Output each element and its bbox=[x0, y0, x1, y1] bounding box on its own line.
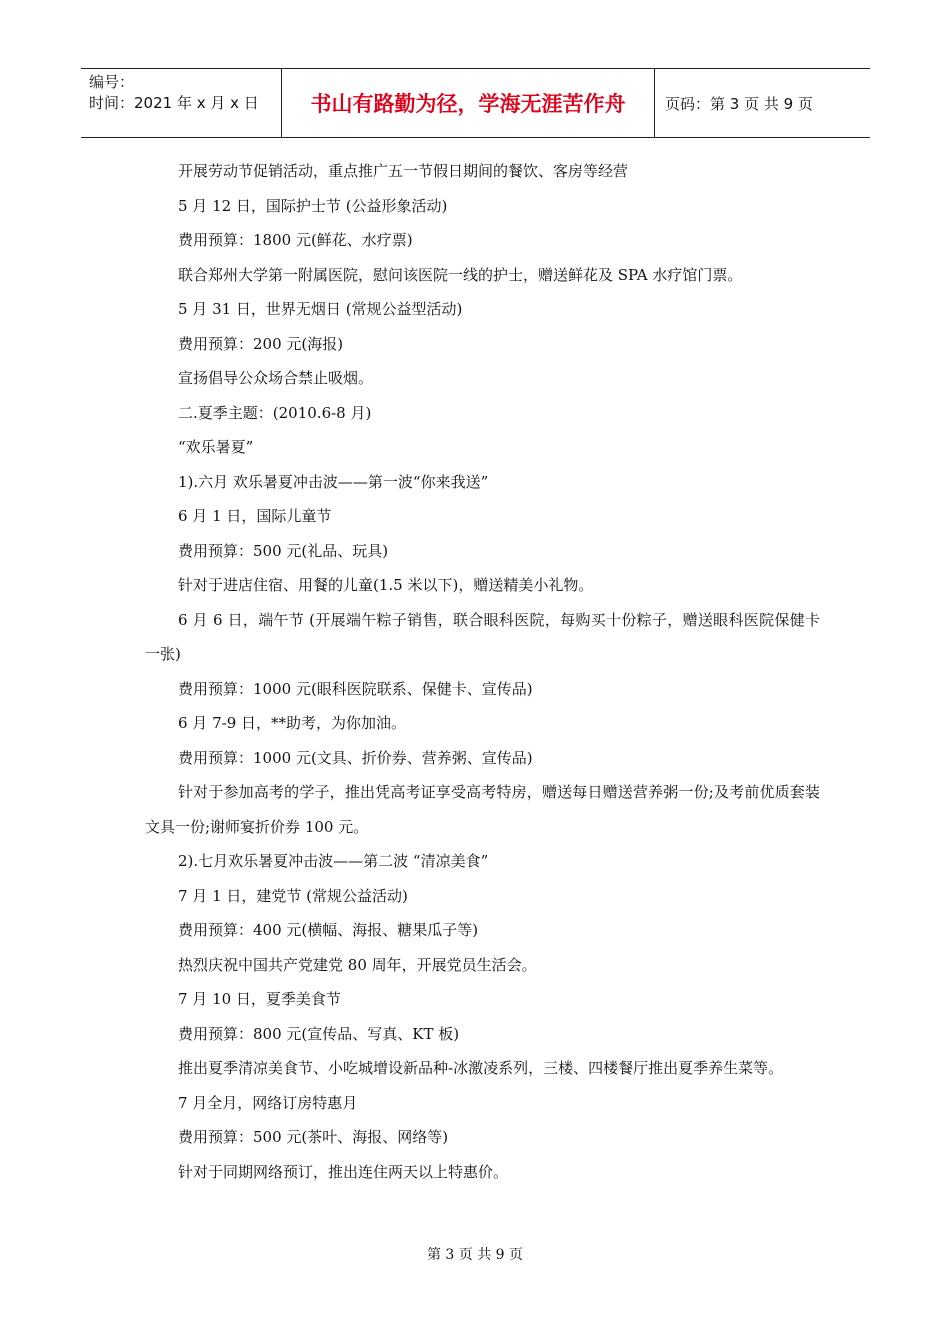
paragraph: 7 月 10 日，夏季美食节 bbox=[178, 990, 341, 1008]
paragraph: 5 月 12 日，国际护士节 (公益形象活动) bbox=[178, 196, 448, 215]
time-label: 时间：2021 年 x 月 x 日 bbox=[89, 94, 259, 112]
paragraph: 费用预算：500 元(茶叶、海报、网络等) bbox=[178, 1128, 449, 1146]
sub-heading: 2).七月欢乐暑夏冲击波——第二波 “清凉美食” bbox=[178, 852, 489, 870]
paragraph: 联合郑州大学第一附属医院，慰问该医院一线的护士，赠送鲜花及 SPA 水疗馆门票。 bbox=[178, 265, 743, 284]
paragraph: 费用预算：1000 元(文具、折价券、营养粥、宣传品) bbox=[178, 748, 533, 767]
paragraph: 开展劳动节促销活动，重点推广五一节假日期间的餐饮、客房等经营 bbox=[178, 162, 629, 180]
header-page-label: 页码：第 3 页 共 9 页 bbox=[665, 94, 813, 113]
paragraph: 费用预算：500 元(礼品、玩具) bbox=[178, 541, 389, 560]
page-header bbox=[81, 68, 870, 138]
section-theme: “欢乐暑夏” bbox=[178, 438, 254, 456]
paragraph: 费用预算：1000 元(眼科医院联系、保健卡、宣传品) bbox=[178, 679, 533, 698]
number-label: 编号： bbox=[89, 73, 135, 91]
paragraph: 7 月全月，网络订房特惠月 bbox=[178, 1093, 358, 1112]
sub-heading: 1).六月 欢乐暑夏冲击波——第一波“你来我送” bbox=[178, 472, 489, 491]
paragraph: 针对于参加高考的学子，推出凭高考证享受高考特房，赠送每日赠送营养粥一份;及考前优质套装文具一份;谢师宴折价券 100 元。 bbox=[145, 783, 820, 836]
paragraph: 针对于进店住宿、用餐的儿童(1.5 米以下)，赠送精美小礼物。 bbox=[178, 576, 594, 594]
paragraph: 费用预算：400 元(横幅、海报、糖果瓜子等) bbox=[178, 921, 479, 939]
paragraph: 费用预算：1800 元(鲜花、水疗票) bbox=[178, 231, 413, 249]
paragraph: 热烈庆祝中国共产党建党 80 周年，开展党员生活会。 bbox=[178, 955, 537, 974]
header-meta bbox=[81, 69, 282, 137]
paragraph: 6 月 1 日，国际儿童节 bbox=[178, 507, 332, 525]
document-body bbox=[145, 154, 820, 1189]
paragraph: 5 月 31 日，世界无烟日 (常规公益型活动) bbox=[178, 300, 463, 318]
paragraph: 6 月 7-9 日，**助考，为你加油。 bbox=[178, 714, 407, 732]
paragraph: 6 月 6 日，端午节 (开展端午粽子销售，联合眼科医院，每购买十份粽子，赠送眼科医院保健卡一张) bbox=[145, 610, 820, 663]
paragraph: 7 月 1 日，建党节 (常规公益活动) bbox=[178, 886, 408, 905]
paragraph: 费用预算：200 元(海报) bbox=[178, 334, 344, 353]
header-motto: 书山有路勤为径，学海无涯苦作舟 bbox=[282, 69, 655, 137]
page-footer: 第 3 页 共 9 页 bbox=[426, 1247, 524, 1263]
paragraph: 费用预算：800 元(宣传品、写真、KT 板) bbox=[178, 1024, 460, 1043]
paragraph: 宣扬倡导公众场合禁止吸烟。 bbox=[178, 369, 374, 387]
paragraph: 推出夏季清凉美食节、小吃城增设新品种-冰激凌系列，三楼、四楼餐厅推出夏季养生菜等。 bbox=[178, 1059, 784, 1077]
section-heading: 二.夏季主题：(2010.6-8 月) bbox=[178, 403, 372, 422]
paragraph: 针对于同期网络预订，推出连住两天以上特惠价。 bbox=[178, 1162, 509, 1181]
